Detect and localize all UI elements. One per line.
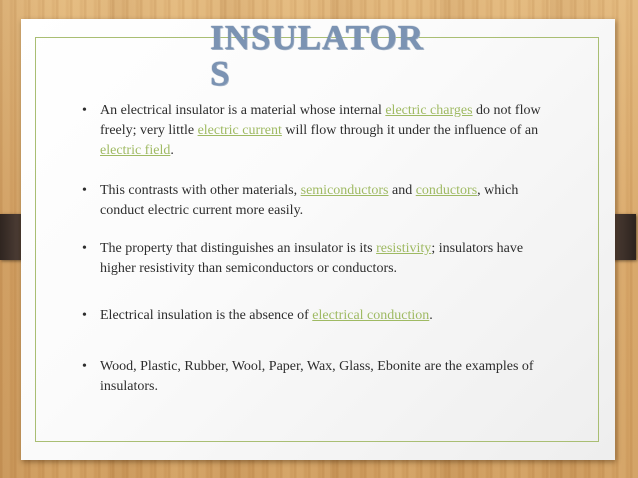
electric-current-link[interactable]: electric current bbox=[197, 123, 282, 138]
bullet-item bbox=[80, 239, 550, 279]
semiconductors-link[interactable]: semiconductors bbox=[300, 183, 389, 198]
bullet-text: will flow through it under the influence of an bbox=[281, 123, 539, 138]
resistivity-link[interactable]: resistivity bbox=[376, 241, 432, 256]
slide-title: INSULATORS bbox=[210, 18, 424, 93]
bullet-item bbox=[80, 306, 550, 326]
bullet-text: An electrical insulator is a material whose internal bbox=[100, 103, 386, 118]
bullet-text: do not flow freely; very little bbox=[100, 103, 541, 138]
bullet-item bbox=[80, 181, 550, 221]
bullet-text: , which conduct electric current more easily. bbox=[100, 183, 519, 218]
bullet-text: Electrical insulation is the absence of bbox=[100, 308, 313, 323]
bullet-text: This contrasts with other materials, bbox=[100, 183, 301, 198]
bullet-text: and bbox=[388, 183, 416, 198]
electric-field-link[interactable]: electric field bbox=[100, 143, 171, 158]
bullet-item bbox=[80, 357, 550, 397]
conductors-link[interactable]: conductors bbox=[415, 183, 478, 198]
bullet-text: The property that distinguishes an insulator is its bbox=[100, 241, 377, 256]
bullet-text: . bbox=[170, 143, 174, 158]
bullet-text: ; insulators have higher resistivity than semiconductors or conductors. bbox=[100, 241, 524, 276]
bullet-text: Wood, Plastic, Rubber, Wool, Paper, Wax, Glass, Ebonite are the examples of insulators. bbox=[100, 359, 534, 394]
electrical-conduction-link[interactable]: electrical conduction bbox=[312, 308, 430, 323]
bullet-item bbox=[80, 101, 550, 161]
bullet-text: . bbox=[429, 308, 433, 323]
electric-charges-link[interactable]: electric charges bbox=[385, 103, 473, 118]
